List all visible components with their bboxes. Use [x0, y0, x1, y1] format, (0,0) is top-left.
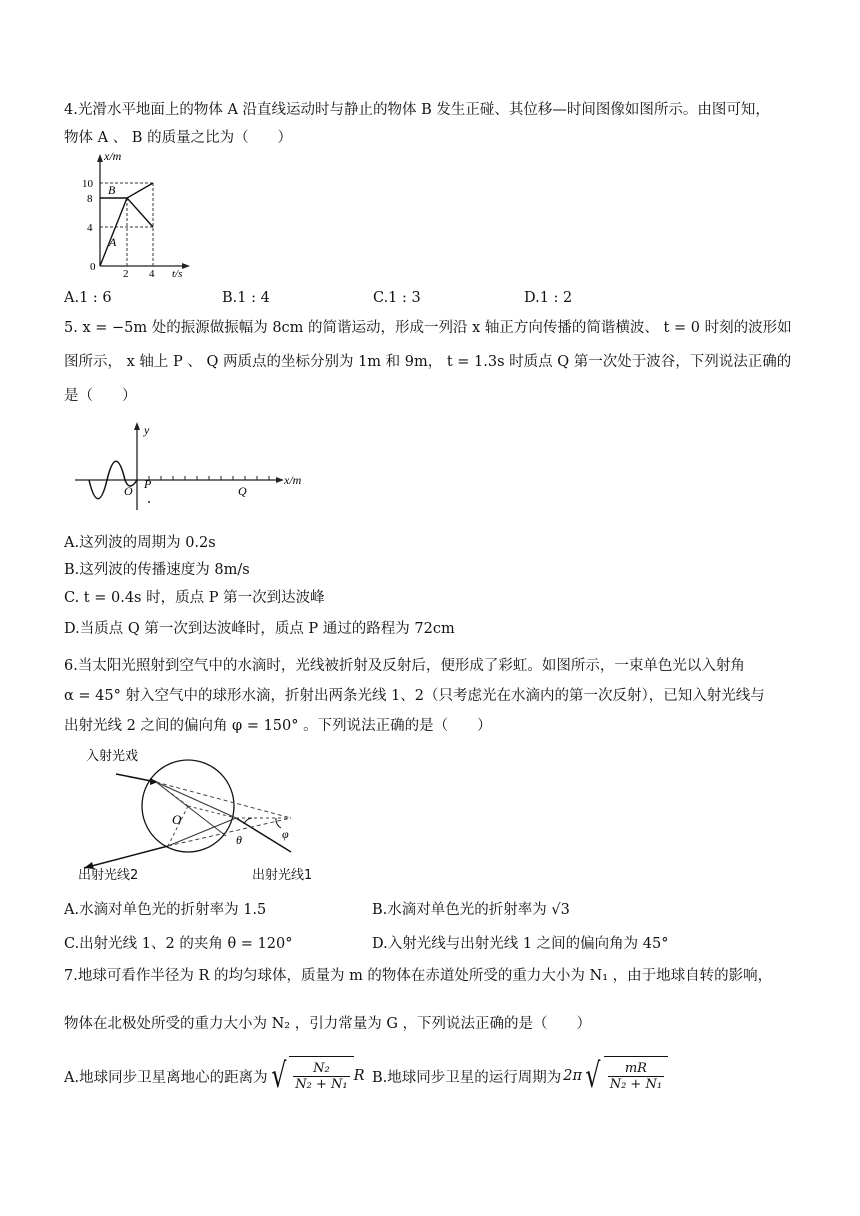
q4-y-tick-8: 8: [87, 193, 93, 205]
q6-option-c[interactable]: C.出射光线 1、2 的夹角 θ = 120°: [64, 936, 293, 952]
q4-label-A: A: [109, 235, 117, 249]
q4-option-a[interactable]: A.1 : 6: [64, 290, 112, 306]
q6-label-incident: 入射光戏: [86, 749, 139, 764]
q7-option-a-text: A.地球同步卫星离地心的距离为: [64, 1069, 268, 1086]
q5-option-a[interactable]: A.这列波的周期为 0.2s: [64, 535, 216, 551]
q7-stem-line1: 7.地球可看作半径为 R 的均匀球体，质量为 m 的物体在赤道处所受的重力大小为 N₁ ，由于地球自转的影响，: [64, 968, 773, 984]
q6-label-theta: θ: [236, 833, 242, 847]
q5-option-d[interactable]: D.当质点 Q 第一次到达波峰时，质点 P 通过的路程为 72cm: [64, 621, 455, 637]
q5-stem-line1: 5. x = −5m 处的振源做振幅为 8cm 的简谐运动，形成一列沿 x 轴正方向传播的简谐横波、 t = 0 时刻的波形如: [64, 320, 792, 336]
q4-stem-line1: 4.光滑水平地面上的物体 A 沿直线运动时与静止的物体 B 发生正碰、其位移—时间图像如图所示。由图可知，: [64, 102, 770, 118]
q5-y-axis-label: y: [144, 423, 150, 437]
q5-label-P: P: [144, 477, 152, 491]
q5-stem-line3: 是（ ）: [64, 388, 137, 404]
q6-option-b[interactable]: B.水滴对单色光的折射率为 √3: [372, 902, 570, 918]
q7-option-a-denominator: N₂ + N₁: [295, 1077, 348, 1092]
q4-option-c[interactable]: C.1 : 3: [373, 290, 421, 306]
q4-option-d[interactable]: D.1 : 2: [524, 290, 573, 306]
q4-y-tick-10: 10: [82, 178, 93, 190]
q7-option-b-text: B.地球同步卫星的运行周期为: [372, 1069, 562, 1086]
q6-stem-line3: 出射光线 2 之间的偏向角 φ = 150° 。下列说法正确的是（ ）: [64, 718, 492, 734]
q7-option-a-numerator: N₂: [293, 1061, 349, 1077]
q6-label-out1: 出射光线1: [252, 868, 313, 883]
q7-option-a[interactable]: [64, 1056, 365, 1096]
q6-label-O: O: [172, 812, 182, 827]
q4-y-axis-label: x/m: [104, 150, 122, 163]
q4-x-tick-2: 2: [123, 268, 129, 280]
q5-stem-line2: 图所示， x 轴上 P 、 Q 两质点的坐标分别为 1m 和 9m， t = 1.3s 时质点 Q 第一次处于波谷，下列说法正确的: [64, 354, 792, 370]
q4-y-tick-0: 0: [90, 261, 96, 273]
q6-water-drop-diagram: [76, 748, 326, 878]
q7-option-b[interactable]: [372, 1056, 668, 1096]
q6-stem-line2: α = 45° 射入空气中的球形水滴，折射出两条光线 1、2（只考虑光在水滴内的第一次反射），已知入射光线与: [64, 688, 765, 704]
q4-label-B: B: [108, 183, 116, 197]
q4-option-b[interactable]: B.1 : 4: [222, 290, 270, 306]
q5-option-b[interactable]: B.这列波的传播速度为 8m/s: [64, 562, 250, 578]
q4-displacement-time-graph: [78, 150, 198, 280]
q4-x-tick-4: 4: [149, 268, 155, 280]
q5-wave-graph: [70, 420, 320, 515]
q6-label-out2: 出射光线2: [78, 868, 139, 883]
q7-option-b-numerator: mR: [608, 1061, 664, 1077]
q6-stem-line1: 6.当太阳光照射到空气中的水滴时，光线被折射及反射后，便形成了彩虹。如图所示，一束单色光以入射角: [64, 658, 745, 674]
q5-option-c[interactable]: C. t = 0.4s 时，质点 P 第一次到达波峰: [64, 590, 325, 606]
q6-option-d[interactable]: D.入射光线与出射光线 1 之间的偏向角为 45°: [372, 936, 669, 952]
q7-option-b-coef: 2π: [563, 1068, 583, 1084]
q7-stem-line2: 物体在北极处所受的重力大小为 N₂ ，引力常量为 G ，下列说法正确的是（ ）: [64, 1016, 592, 1032]
q4-stem-line2: 物体 A 、 B 的质量之比为（ ）: [64, 130, 293, 146]
q4-y-tick-4: 4: [87, 222, 93, 234]
q6-label-phi: φ: [282, 827, 289, 841]
q5-x-axis-label: x/m: [284, 473, 302, 487]
q4-x-axis-label: t/s: [172, 268, 183, 280]
q5-label-O: O: [124, 484, 133, 498]
q7-option-b-radical: √ $\frac{mR}{\text{N₂ + N₁}}$: [582, 1056, 668, 1096]
q5-label-Q: Q: [238, 484, 247, 498]
q6-option-a[interactable]: A.水滴对单色光的折射率为 1.5: [64, 902, 267, 918]
q7-option-b-denominator: N₂ + N₁: [609, 1077, 663, 1092]
q7-option-a-tail: R: [353, 1068, 365, 1084]
q7-option-a-radical: √ $\frac{\text{N₂}}{\text{N₂ + N₁}}$: [268, 1056, 354, 1096]
